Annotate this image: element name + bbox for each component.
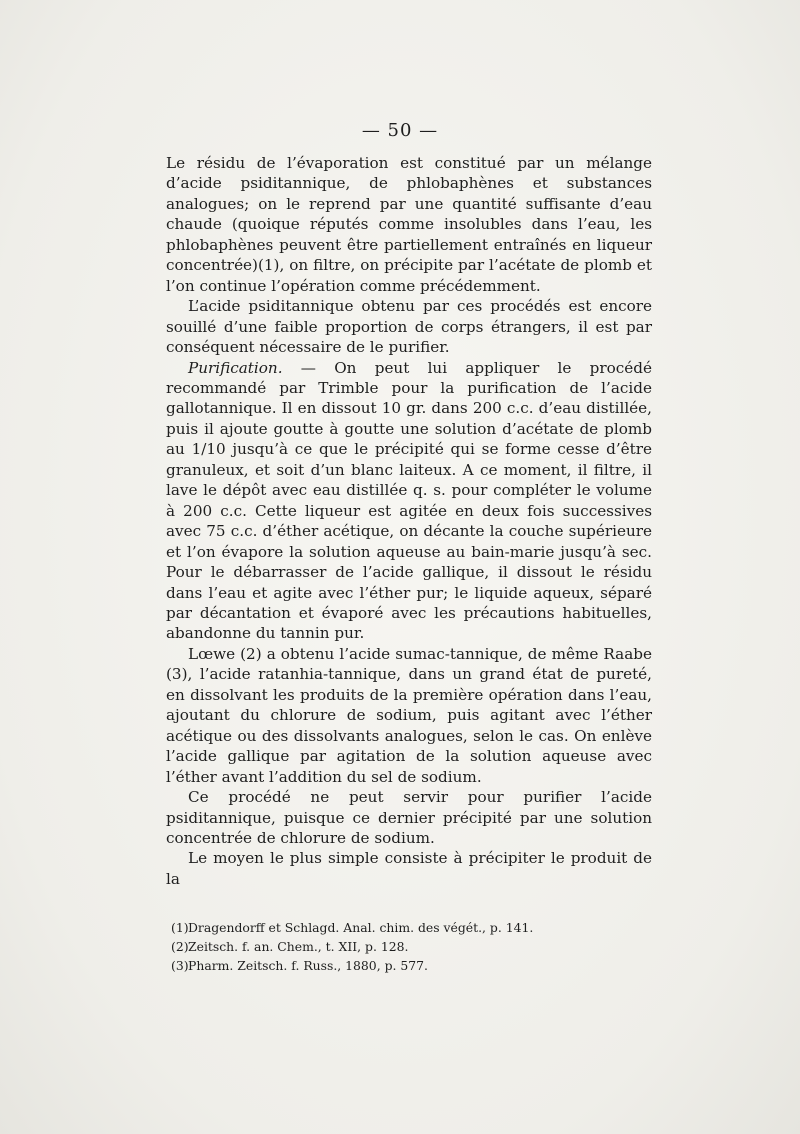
main-text xyxy=(166,153,652,889)
footnote-mark: (2) xyxy=(171,939,189,954)
paragraph: L’acide psiditannique obtenu par ces procédés est encore souillé d’une faible proportion de corps étrangers, il est par conséquent nécessaire de le purifier. xyxy=(166,297,652,357)
page-number: — 50 — xyxy=(361,120,439,141)
footnote xyxy=(166,937,652,956)
paragraph: Lœwe (2) a obtenu l’acide sumac-tannique, de même Raabe (3), l’acide ratanhia-tannique, dans un grand état de pureté, en dissolvant les produits de la première opération dans l’eau, ajoutant du chlorure de sodium, puis agitant avec l’éther acétique ou des dissolvants analogues, selon le cas. On enlève l’acide gallique par agitation de la solution aqueuse avec l’éther avant l’addition du sel de sodium. xyxy=(166,644,652,786)
footnote xyxy=(166,956,652,975)
paragraph-body: — On peut lui appliquer le procédé recommandé par Trimble pour la purification de l’acide gallotannique. Il en dissout 10 gr. dans 200 c.c. d’eau distillée, puis il ajoute goutte à goutte une solution d’acétate de plomb au 1/10 jusqu’à ce que le précipité qui se forme cesse d’être granuleux, et soit d’un blanc laiteux. A ce moment, il filtre, il lave le dépôt avec eau distillée q. s. pour compléter le volume à 200 c.c. Cette liqueur est agitée en deux fois successives avec 75 c.c. d’éther acétique, on décante la couche supérieure et l’on évapore la solution aqueuse au bain-marie jusqu’à sec. Pour le débarrasser de l’acide gallique, il dissout le résidu dans l’eau et agite avec l’éther pur; le liquide aqueux, séparé par décantation et évaporé avec les précautions habituelles, abandonne du tannin pur. xyxy=(166,358,652,643)
paragraph xyxy=(166,358,652,644)
footnote-mark: (1) xyxy=(171,920,189,935)
paragraph: Le résidu de l’évaporation est constitué par un mélange d’acide psiditannique, de phlobaphènes et substances analogues; on le reprend par une quantité suffisante d’eau chaude (quoique réputés comme insolubles dans l’eau, les phlobaphènes peuvent être partiellement entraînés en liqueur concentrée)(1), on filtre, on précipite par l’acétate de plomb et l’on continue l’opération comme précédemment. xyxy=(166,154,652,295)
footnote-text: Zeitsch. f. an. Chem., t. XII, p. 128. xyxy=(188,939,409,954)
paragraph-lead: Purification. xyxy=(188,358,283,377)
paragraph: Ce procédé ne peut servir pour purifier l’acide psiditannique, puisque ce dernier précipité par une solution concentrée de chlorure de sodium. xyxy=(166,788,652,847)
footnote-text: Dragendorff et Schlagd. Anal. chim. des végét., p. 141. xyxy=(188,920,534,935)
paragraph: Le moyen le plus simple consiste à précipiter le produit de la xyxy=(166,849,652,888)
footnotes xyxy=(166,918,652,975)
footnote-text: Pharm. Zeitsch. f. Russ., 1880, p. 577. xyxy=(188,958,428,973)
footnote xyxy=(166,918,652,937)
footnote-mark: (3) xyxy=(171,958,189,973)
